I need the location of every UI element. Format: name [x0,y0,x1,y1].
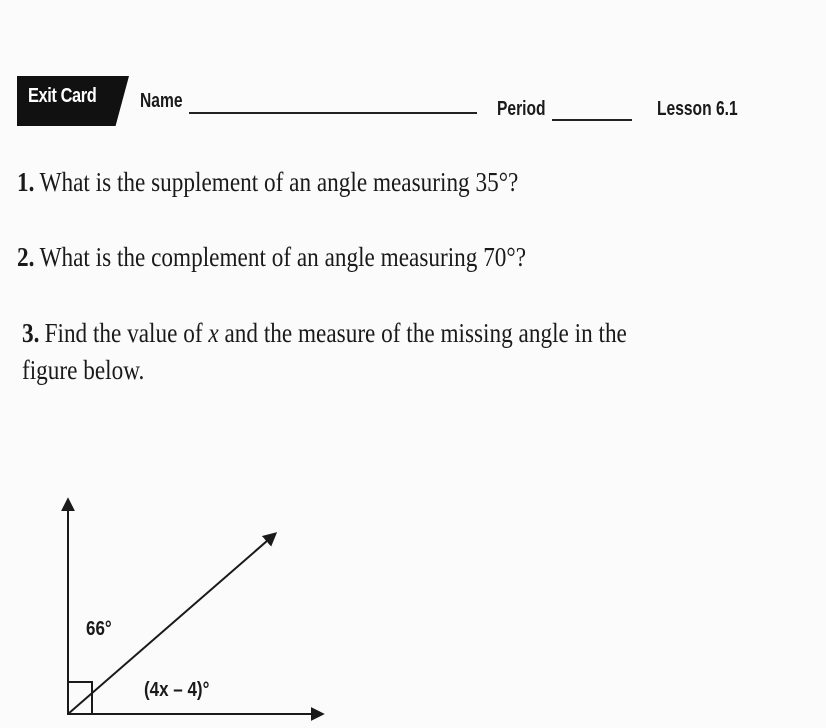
right-angle-mark [68,682,92,714]
angle-figure [0,480,360,728]
question-3-variable: x [208,318,219,348]
question-3-text-before: Find the value of [44,318,209,348]
question-1-text: What is the supplement of an angle measuring 35°? [39,167,519,197]
question-3-number: 3. [22,318,40,348]
angle-label-bottom: (4x – 4)° [144,679,210,701]
question-1-number: 1. [17,167,35,197]
name-line [189,112,477,114]
angle-label-top: 66° [86,618,112,640]
period-label: Period [497,98,546,120]
exit-card-tag-text: Exit Card [28,85,97,107]
name-label: Name [140,90,183,112]
question-2 [17,240,526,274]
question-1 [17,165,518,199]
question-2-text: What is the complement of an angle measuring 70°? [39,242,527,272]
period-line [552,119,632,121]
question-2-number: 2. [17,242,35,272]
question-3 [22,316,627,350]
header [17,76,807,126]
question-3-line-2 [22,353,144,387]
question-3-text-line2: figure below. [22,355,145,385]
lesson-label: Lesson 6.1 [657,98,738,120]
question-3-text-after: and the measure of the missing angle in the [218,318,627,348]
